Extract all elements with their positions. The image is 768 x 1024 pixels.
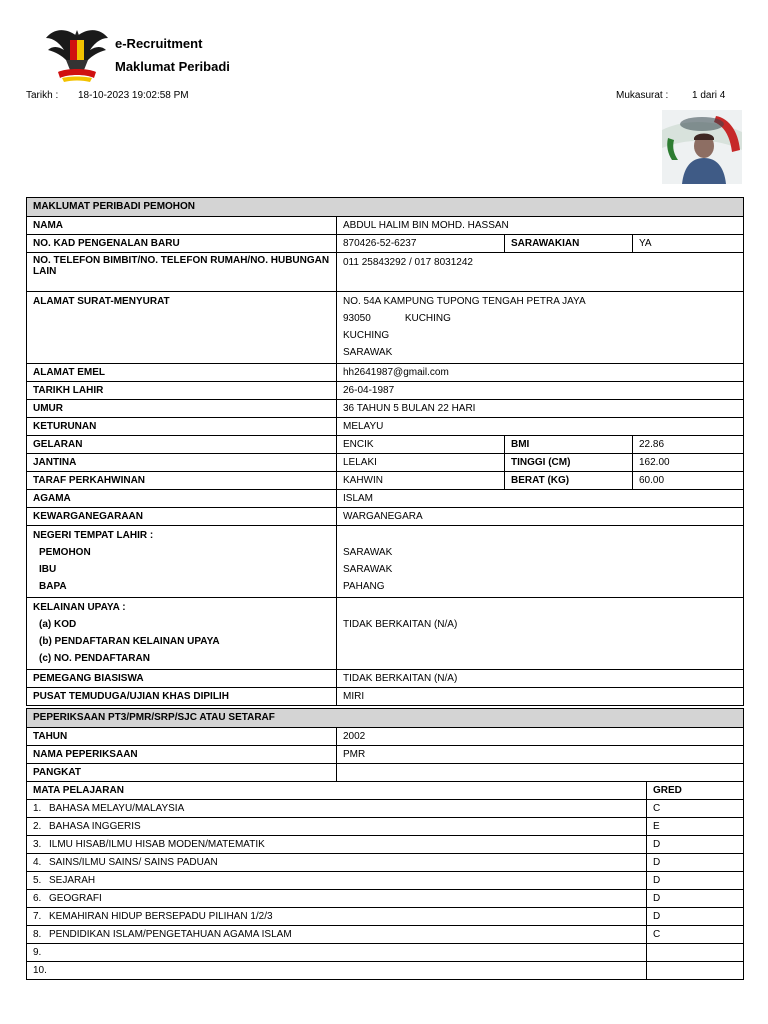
phone-label: NO. TELEFON BIMBIT/NO. TELEFON RUMAH/NO. HUBUNGAN LAIN bbox=[27, 253, 337, 292]
subject-row bbox=[27, 908, 744, 926]
subject-row bbox=[27, 836, 744, 854]
subject-grade: D bbox=[647, 836, 744, 854]
applicant-photo bbox=[662, 110, 742, 184]
page-value: 1 dari 4 bbox=[692, 90, 726, 101]
address-city: KUCHING bbox=[404, 313, 451, 324]
center-value: MIRI bbox=[337, 688, 744, 706]
subject-grade: C bbox=[647, 926, 744, 944]
subject-number: 2. bbox=[33, 821, 42, 832]
kod-label: (a) KOD bbox=[39, 619, 77, 630]
ibu-value: SARAWAK bbox=[343, 564, 393, 575]
subject-number: 6. bbox=[33, 893, 42, 904]
age-value: 36 TAHUN 5 BULAN 22 HARI bbox=[337, 400, 744, 418]
subject-grade: D bbox=[647, 854, 744, 872]
address-line1: NO. 54A KAMPUNG TUPONG TENGAH PETRA JAYA bbox=[343, 296, 586, 307]
subject-cell bbox=[27, 836, 647, 854]
subject-name: SEJARAH bbox=[49, 875, 96, 886]
subject-name: KEMAHIRAN HIDUP BERSEPADU PILIHAN 1/2/3 bbox=[49, 911, 273, 922]
subject-grade: D bbox=[647, 872, 744, 890]
subject-header: MATA PELAJARAN bbox=[27, 782, 647, 800]
subject-grade bbox=[647, 944, 744, 962]
title-label: GELARAN bbox=[27, 436, 337, 454]
email-label: ALAMAT EMEL bbox=[27, 364, 337, 382]
subject-number: 4. bbox=[33, 857, 42, 868]
subject-row bbox=[27, 944, 744, 962]
subject-name: ILMU HISAB/ILMU HISAB MODEN/MATEMATIK bbox=[49, 839, 265, 850]
state-crest-logo-icon bbox=[44, 24, 110, 88]
subject-number: 10. bbox=[33, 965, 47, 976]
weight-value: 60.00 bbox=[633, 472, 744, 490]
address-line3: KUCHING bbox=[343, 330, 390, 341]
race-label: KETURUNAN bbox=[27, 418, 337, 436]
subject-cell bbox=[27, 962, 647, 980]
exam-year-label: TAHUN bbox=[27, 728, 337, 746]
subject-number: 7. bbox=[33, 911, 42, 922]
dob-label: TARIKH LAHIR bbox=[27, 382, 337, 400]
ic-value: 870426-52-6237 bbox=[337, 235, 505, 253]
subject-cell bbox=[27, 854, 647, 872]
personal-details-table bbox=[26, 197, 744, 706]
gender-value: LELAKI bbox=[337, 454, 505, 472]
pendaftaran-label: (b) PENDAFTARAN KELAINAN UPAYA bbox=[39, 636, 220, 647]
subject-name: BAHASA MELAYU/MALAYSIA bbox=[49, 803, 185, 814]
subject-cell bbox=[27, 908, 647, 926]
personal-section-title: MAKLUMAT PERIBADI PEMOHON bbox=[27, 198, 744, 217]
sarawakian-value: YA bbox=[633, 235, 744, 253]
subject-grade: E bbox=[647, 818, 744, 836]
subject-grade bbox=[647, 962, 744, 980]
exam-section-title: PEPERIKSAAN PT3/PMR/SRP/SJC ATAU SETARAF bbox=[27, 709, 744, 728]
ic-label: NO. KAD PENGENALAN BARU bbox=[27, 235, 337, 253]
address-postcode: 93050 bbox=[343, 313, 371, 324]
exam-rank-value bbox=[337, 764, 744, 782]
scholarship-value: TIDAK BERKAITAN (N/A) bbox=[337, 670, 744, 688]
citizenship-value: WARGANEGARA bbox=[337, 508, 744, 526]
subject-name: BAHASA INGGERIS bbox=[49, 821, 141, 832]
address-value bbox=[337, 292, 744, 364]
subject-cell bbox=[27, 872, 647, 890]
weight-label: BERAT (KG) bbox=[505, 472, 633, 490]
marital-value: KAHWIN bbox=[337, 472, 505, 490]
center-label: PUSAT TEMUDUGA/UJIAN KHAS DIPILIH bbox=[27, 688, 337, 706]
disability-labels bbox=[27, 598, 337, 670]
subject-grade: D bbox=[647, 890, 744, 908]
address-label: ALAMAT SURAT-MENYURAT bbox=[27, 292, 337, 364]
scholarship-label: PEMEGANG BIASISWA bbox=[27, 670, 337, 688]
subject-name: PENDIDIKAN ISLAM/PENGETAHUAN AGAMA ISLAM bbox=[49, 929, 292, 940]
race-value: MELAYU bbox=[337, 418, 744, 436]
height-label: TINGGI (CM) bbox=[505, 454, 633, 472]
address-line4: SARAWAK bbox=[343, 347, 393, 358]
citizenship-label: KEWARGANEGARAAN bbox=[27, 508, 337, 526]
pemohon-value: SARAWAK bbox=[343, 547, 393, 558]
app-title: e-Recruitment bbox=[115, 36, 203, 51]
address-postcode-city bbox=[343, 310, 737, 327]
subject-row bbox=[27, 818, 744, 836]
birthplace-labels bbox=[27, 526, 337, 598]
subject-number: 5. bbox=[33, 875, 42, 886]
subject-row bbox=[27, 926, 744, 944]
disability-values bbox=[337, 598, 744, 670]
subject-cell bbox=[27, 890, 647, 908]
gender-label: JANTINA bbox=[27, 454, 337, 472]
bmi-value: 22.86 bbox=[633, 436, 744, 454]
email-value: hh2641987@gmail.com bbox=[337, 364, 744, 382]
ibu-label: IBU bbox=[39, 564, 57, 575]
date-label: Tarikh : bbox=[26, 90, 59, 101]
birthplace-values bbox=[337, 526, 744, 598]
exam-rank-label: PANGKAT bbox=[27, 764, 337, 782]
subject-number: 3. bbox=[33, 839, 42, 850]
subject-cell bbox=[27, 818, 647, 836]
subject-row bbox=[27, 854, 744, 872]
exam-name-value: PMR bbox=[337, 746, 744, 764]
nopendaftaran-label: (c) NO. PENDAFTARAN bbox=[39, 653, 150, 664]
subject-row bbox=[27, 872, 744, 890]
bapa-value: PAHANG bbox=[343, 581, 385, 592]
subject-number: 1. bbox=[33, 803, 42, 814]
grade-header: GRED bbox=[647, 782, 744, 800]
bmi-label: BMI bbox=[505, 436, 633, 454]
birthplace-label: NEGERI TEMPAT LAHIR : bbox=[33, 530, 154, 541]
phone-value: 011 25843292 / 017 8031242 bbox=[337, 253, 744, 292]
subject-row bbox=[27, 800, 744, 818]
subject-cell bbox=[27, 944, 647, 962]
nama-value: ABDUL HALIM BIN MOHD. HASSAN bbox=[337, 217, 744, 235]
dob-value: 26-04-1987 bbox=[337, 382, 744, 400]
title-value: ENCIK bbox=[337, 436, 505, 454]
subject-number: 9. bbox=[33, 947, 42, 958]
subject-grade: C bbox=[647, 800, 744, 818]
subject-row bbox=[27, 962, 744, 980]
subject-grade: D bbox=[647, 908, 744, 926]
subject-row bbox=[27, 890, 744, 908]
exam-year-value: 2002 bbox=[337, 728, 744, 746]
subject-number: 8. bbox=[33, 929, 42, 940]
bapa-label: BAPA bbox=[39, 581, 67, 592]
page-label: Mukasurat : bbox=[616, 90, 669, 101]
religion-value: ISLAM bbox=[337, 490, 744, 508]
disability-label: KELAINAN UPAYA : bbox=[33, 602, 126, 613]
date-value: 18-10-2023 19:02:58 PM bbox=[78, 90, 189, 101]
subject-name: SAINS/ILMU SAINS/ SAINS PADUAN bbox=[49, 857, 218, 868]
exam-name-label: NAMA PEPERIKSAAN bbox=[27, 746, 337, 764]
kod-value: TIDAK BERKAITAN (N/A) bbox=[343, 619, 458, 630]
subject-cell bbox=[27, 800, 647, 818]
religion-label: AGAMA bbox=[27, 490, 337, 508]
pemohon-label: PEMOHON bbox=[39, 547, 91, 558]
page-subtitle: Maklumat Peribadi bbox=[115, 59, 230, 74]
nama-label: NAMA bbox=[27, 217, 337, 235]
exam-results-table bbox=[26, 708, 744, 980]
sarawakian-label: SARAWAKIAN bbox=[505, 235, 633, 253]
height-value: 162.00 bbox=[633, 454, 744, 472]
age-label: UMUR bbox=[27, 400, 337, 418]
marital-label: TARAF PERKAHWINAN bbox=[27, 472, 337, 490]
subject-cell bbox=[27, 926, 647, 944]
subject-name: GEOGRAFI bbox=[49, 893, 102, 904]
